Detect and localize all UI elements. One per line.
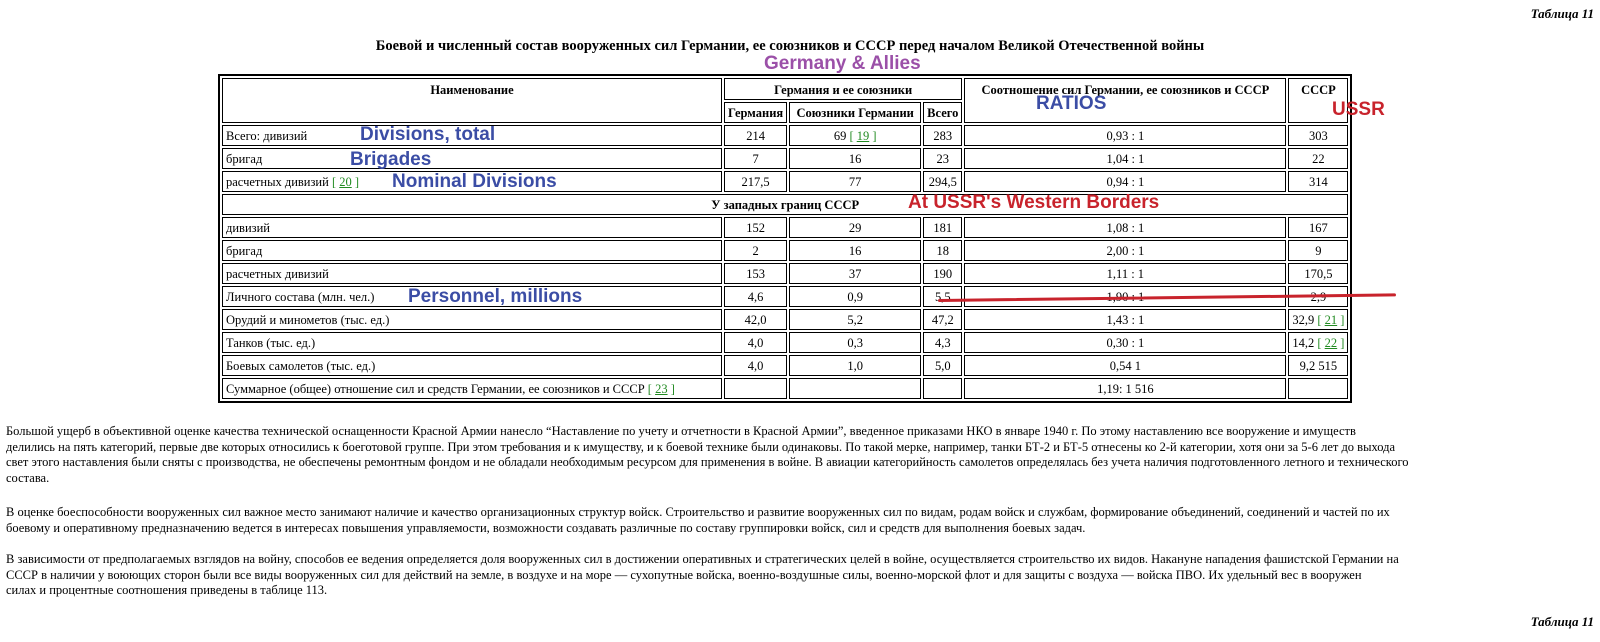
footnote-ref: [ 23 ] bbox=[647, 381, 675, 396]
cell-ussr: 170,5 bbox=[1288, 263, 1348, 284]
cell-ussr-value: 14,2 bbox=[1292, 335, 1315, 350]
table-row bbox=[222, 309, 1348, 330]
table-row bbox=[222, 355, 1348, 376]
table-row bbox=[222, 125, 1348, 146]
annotation-germany-allies: Germany & Allies bbox=[764, 53, 921, 74]
cell-total: 4,3 bbox=[923, 332, 962, 353]
row-name: Всего: дивизий bbox=[222, 125, 722, 146]
cell-ratio: 0,54 1 bbox=[964, 355, 1286, 376]
cell-allies: 0,3 bbox=[789, 332, 921, 353]
row-name: бригад bbox=[222, 148, 722, 169]
table-caption-bottom: Таблица 11 bbox=[1530, 614, 1594, 629]
cell-germany: 2 bbox=[724, 240, 787, 261]
cell-germany: 42,0 bbox=[724, 309, 787, 330]
cell-germany: 4,0 bbox=[724, 332, 787, 353]
table-caption-top: Таблица 11 bbox=[1530, 6, 1594, 21]
footnote-link[interactable]: 20 bbox=[339, 174, 352, 189]
header-allies: Союзники Германии bbox=[789, 102, 921, 123]
cell-ratio: 0,30 : 1 bbox=[964, 332, 1286, 353]
row-name: Боевых самолетов (тыс. ед.) bbox=[222, 355, 722, 376]
table-row bbox=[222, 217, 1348, 238]
summary-name-text: Суммарное (общее) отношение сил и средств Германии, ее союзников и СССР bbox=[226, 381, 645, 396]
footnote-link[interactable]: 21 bbox=[1324, 312, 1338, 327]
cell-allies: 0,9 bbox=[789, 286, 921, 307]
paragraph-line: свет этого наставления были сняты с производства, не обеспечены ремонтным фондом и не обладали необходимым ресурсом для применения в войне. В авиации категорийность самолетов определялась без учета наличия подготовленного летного и технического bbox=[6, 455, 1409, 469]
footnote-ref: [ 19 ] bbox=[849, 128, 877, 143]
annotation-ussr: USSR bbox=[1332, 99, 1385, 120]
annotation-nominal-divisions: Nominal Divisions bbox=[392, 171, 557, 192]
table-row bbox=[222, 171, 1348, 192]
cell-ratio: 1,11 : 1 bbox=[964, 263, 1286, 284]
paragraph-line: состава. bbox=[6, 470, 50, 485]
row-name bbox=[222, 378, 722, 399]
cell-ussr bbox=[1288, 378, 1348, 399]
table-row bbox=[222, 148, 1348, 169]
cell-ussr: 314 bbox=[1288, 171, 1348, 192]
cell-total: 47,2 bbox=[923, 309, 962, 330]
cell-total: 190 bbox=[923, 263, 962, 284]
row-name: дивизий bbox=[222, 217, 722, 238]
annotation-brigades: Brigades bbox=[350, 149, 432, 170]
footnote-link[interactable]: 19 bbox=[856, 128, 870, 143]
cell-ratio: 1,19: 1 516 bbox=[964, 378, 1286, 399]
header-ussr: СССР bbox=[1288, 78, 1348, 123]
cell-allies-value: 69 bbox=[833, 128, 847, 143]
footnote-link[interactable]: 22 bbox=[1324, 335, 1338, 350]
cell-ussr bbox=[1288, 309, 1348, 330]
forces-table bbox=[218, 74, 1352, 403]
cell-ussr: 9 bbox=[1288, 240, 1348, 261]
footnote-ref: [ 20 ] bbox=[331, 174, 360, 189]
row-name: расчетных дивизий bbox=[222, 263, 722, 284]
annotation-divisions-total: Divisions, total bbox=[360, 124, 496, 145]
header-germany: Германия bbox=[724, 102, 787, 123]
cell-total: 18 bbox=[923, 240, 962, 261]
annotation-western-borders: At USSR's Western Borders bbox=[908, 192, 1160, 213]
table-header-row bbox=[222, 78, 1348, 100]
cell-ussr: 9,2 515 bbox=[1288, 355, 1348, 376]
cell-allies: 77 bbox=[789, 171, 921, 192]
header-ratio: Соотношение сил Германии, ее союзников и СССР bbox=[964, 78, 1286, 123]
cell-ratio: 1,08 : 1 bbox=[964, 217, 1286, 238]
cell-allies: 1,0 bbox=[789, 355, 921, 376]
cell-total: 283 bbox=[923, 125, 962, 146]
paragraph-line: силах и процентные соотношения приведены в таблице 113. bbox=[6, 583, 328, 597]
cell-germany: 153 bbox=[724, 263, 787, 284]
paragraph-line: боевому и оперативному предназначению ведется в интересах повышения управляемости, возможности создавать различные по составу группировки войск, сил и средств для выполнения боевых задач. bbox=[6, 520, 1086, 535]
table-row bbox=[222, 240, 1348, 261]
row-name bbox=[222, 171, 722, 192]
cell-ratio: 2,00 : 1 bbox=[964, 240, 1286, 261]
table-row bbox=[222, 263, 1348, 284]
cell-ussr: 167 bbox=[1288, 217, 1348, 238]
cell-ussr: 22 bbox=[1288, 148, 1348, 169]
header-germany-allies: Германия и ее союзники bbox=[724, 78, 962, 100]
cell-ratio: 0,93 : 1 bbox=[964, 125, 1286, 146]
cell-germany: 4,6 bbox=[724, 286, 787, 307]
table-row bbox=[222, 332, 1348, 353]
cell-ussr bbox=[1288, 332, 1348, 353]
cell-allies: 16 bbox=[789, 148, 921, 169]
cell-ratio: 1,43 : 1 bbox=[964, 309, 1286, 330]
paragraph-line: Большой ущерб в объективной оценке качества технической оснащенности Красной Армии нанесло “Наставление по учету и отчетности в Красной Армии”, введенное приказами НКО в январе 1940 г. По этому наставлению все вооружение и имуществ bbox=[6, 424, 1356, 438]
cell-total: 5,0 bbox=[923, 355, 962, 376]
section-row bbox=[222, 194, 1348, 215]
footnote-ref: [ 22 ] bbox=[1317, 335, 1345, 350]
header-total: Всего bbox=[923, 102, 962, 123]
page-title: Боевой и численный состав вооруженных сил Германии, ее союзников и СССР перед началом Великой Отечественной войны bbox=[375, 38, 1205, 54]
cell-ratio: 1,04 : 1 bbox=[964, 148, 1286, 169]
cell-germany: 217,5 bbox=[724, 171, 787, 192]
cell-total: 23 bbox=[923, 148, 962, 169]
cell-allies: 29 bbox=[789, 217, 921, 238]
cell-allies: 5,2 bbox=[789, 309, 921, 330]
cell-total: 5,5 bbox=[923, 286, 962, 307]
paragraph-line: СССР в наличии у воюющих сторон были все виды вооруженных сил для действий на земле, в воздухе и на море — сухопутные войска, военно-воздушные силы, военно-морской флот и для защиты с воздуха — войска ПВО. Их удельный вес в вооружен bbox=[6, 567, 1362, 582]
section-west-borders: У западных границ СССР bbox=[222, 194, 1348, 215]
cell-allies bbox=[789, 378, 921, 399]
footnote-ref: [ 21 ] bbox=[1317, 312, 1345, 327]
cell-allies: 16 bbox=[789, 240, 921, 261]
cell-allies: 37 bbox=[789, 263, 921, 284]
summary-row bbox=[222, 378, 1348, 399]
row-name: Личного состава (млн. чел.) bbox=[222, 286, 722, 307]
cell-germany: 214 bbox=[724, 125, 787, 146]
cell-ussr-value: 32,9 bbox=[1292, 312, 1315, 327]
cell-germany: 152 bbox=[724, 217, 787, 238]
paragraph-line: В оценке боеспособности вооруженных сил важное место занимают наличие и качество организационных структур войск. Строительство и развитие вооруженных сил по видам, родам войск и службам, формирование объединений, соединений и частей по их bbox=[6, 505, 1390, 519]
annotation-ratios: RATIOS bbox=[1036, 93, 1107, 114]
paragraph-1 bbox=[6, 424, 1600, 486]
cell-germany: 7 bbox=[724, 148, 787, 169]
cell-total bbox=[923, 378, 962, 399]
cell-germany: 4,0 bbox=[724, 355, 787, 376]
cell-ussr: 303 bbox=[1288, 125, 1348, 146]
paragraph-line: делились на пять категорий, первые две которых относились к боеготовой группе. При этом требования и к имуществу, и к боевой технике были одинаковы. По такой мерке, например, танки БТ-2 и БТ-5 отнесены ко 2-й категории, хотя они за 5-6 лет до выхода bbox=[6, 439, 1396, 454]
cell-allies bbox=[789, 125, 921, 146]
paragraph-2 bbox=[6, 505, 1600, 536]
cell-germany bbox=[724, 378, 787, 399]
row-name: Танков (тыс. ед.) bbox=[222, 332, 722, 353]
cell-ratio: 0,94 : 1 bbox=[964, 171, 1286, 192]
paragraph-3 bbox=[6, 552, 1600, 599]
header-name: Наименование bbox=[222, 78, 722, 123]
row-name: бригад bbox=[222, 240, 722, 261]
cell-total: 181 bbox=[923, 217, 962, 238]
cell-total: 294,5 bbox=[923, 171, 962, 192]
paragraph-line: В зависимости от предполагаемых взглядов на войну, способов ее ведения определяется доля вооруженных сил в достижении оперативных и стратегических целей в войне, осуществляется строительство их видов. Накануне нападения фашистской Германии на bbox=[6, 552, 1399, 566]
row-name-text: расчетных дивизий bbox=[226, 174, 329, 189]
footnote-link[interactable]: 23 bbox=[655, 381, 668, 396]
row-name: Орудий и минометов (тыс. ед.) bbox=[222, 309, 722, 330]
annotation-personnel: Personnel, millions bbox=[408, 286, 583, 307]
